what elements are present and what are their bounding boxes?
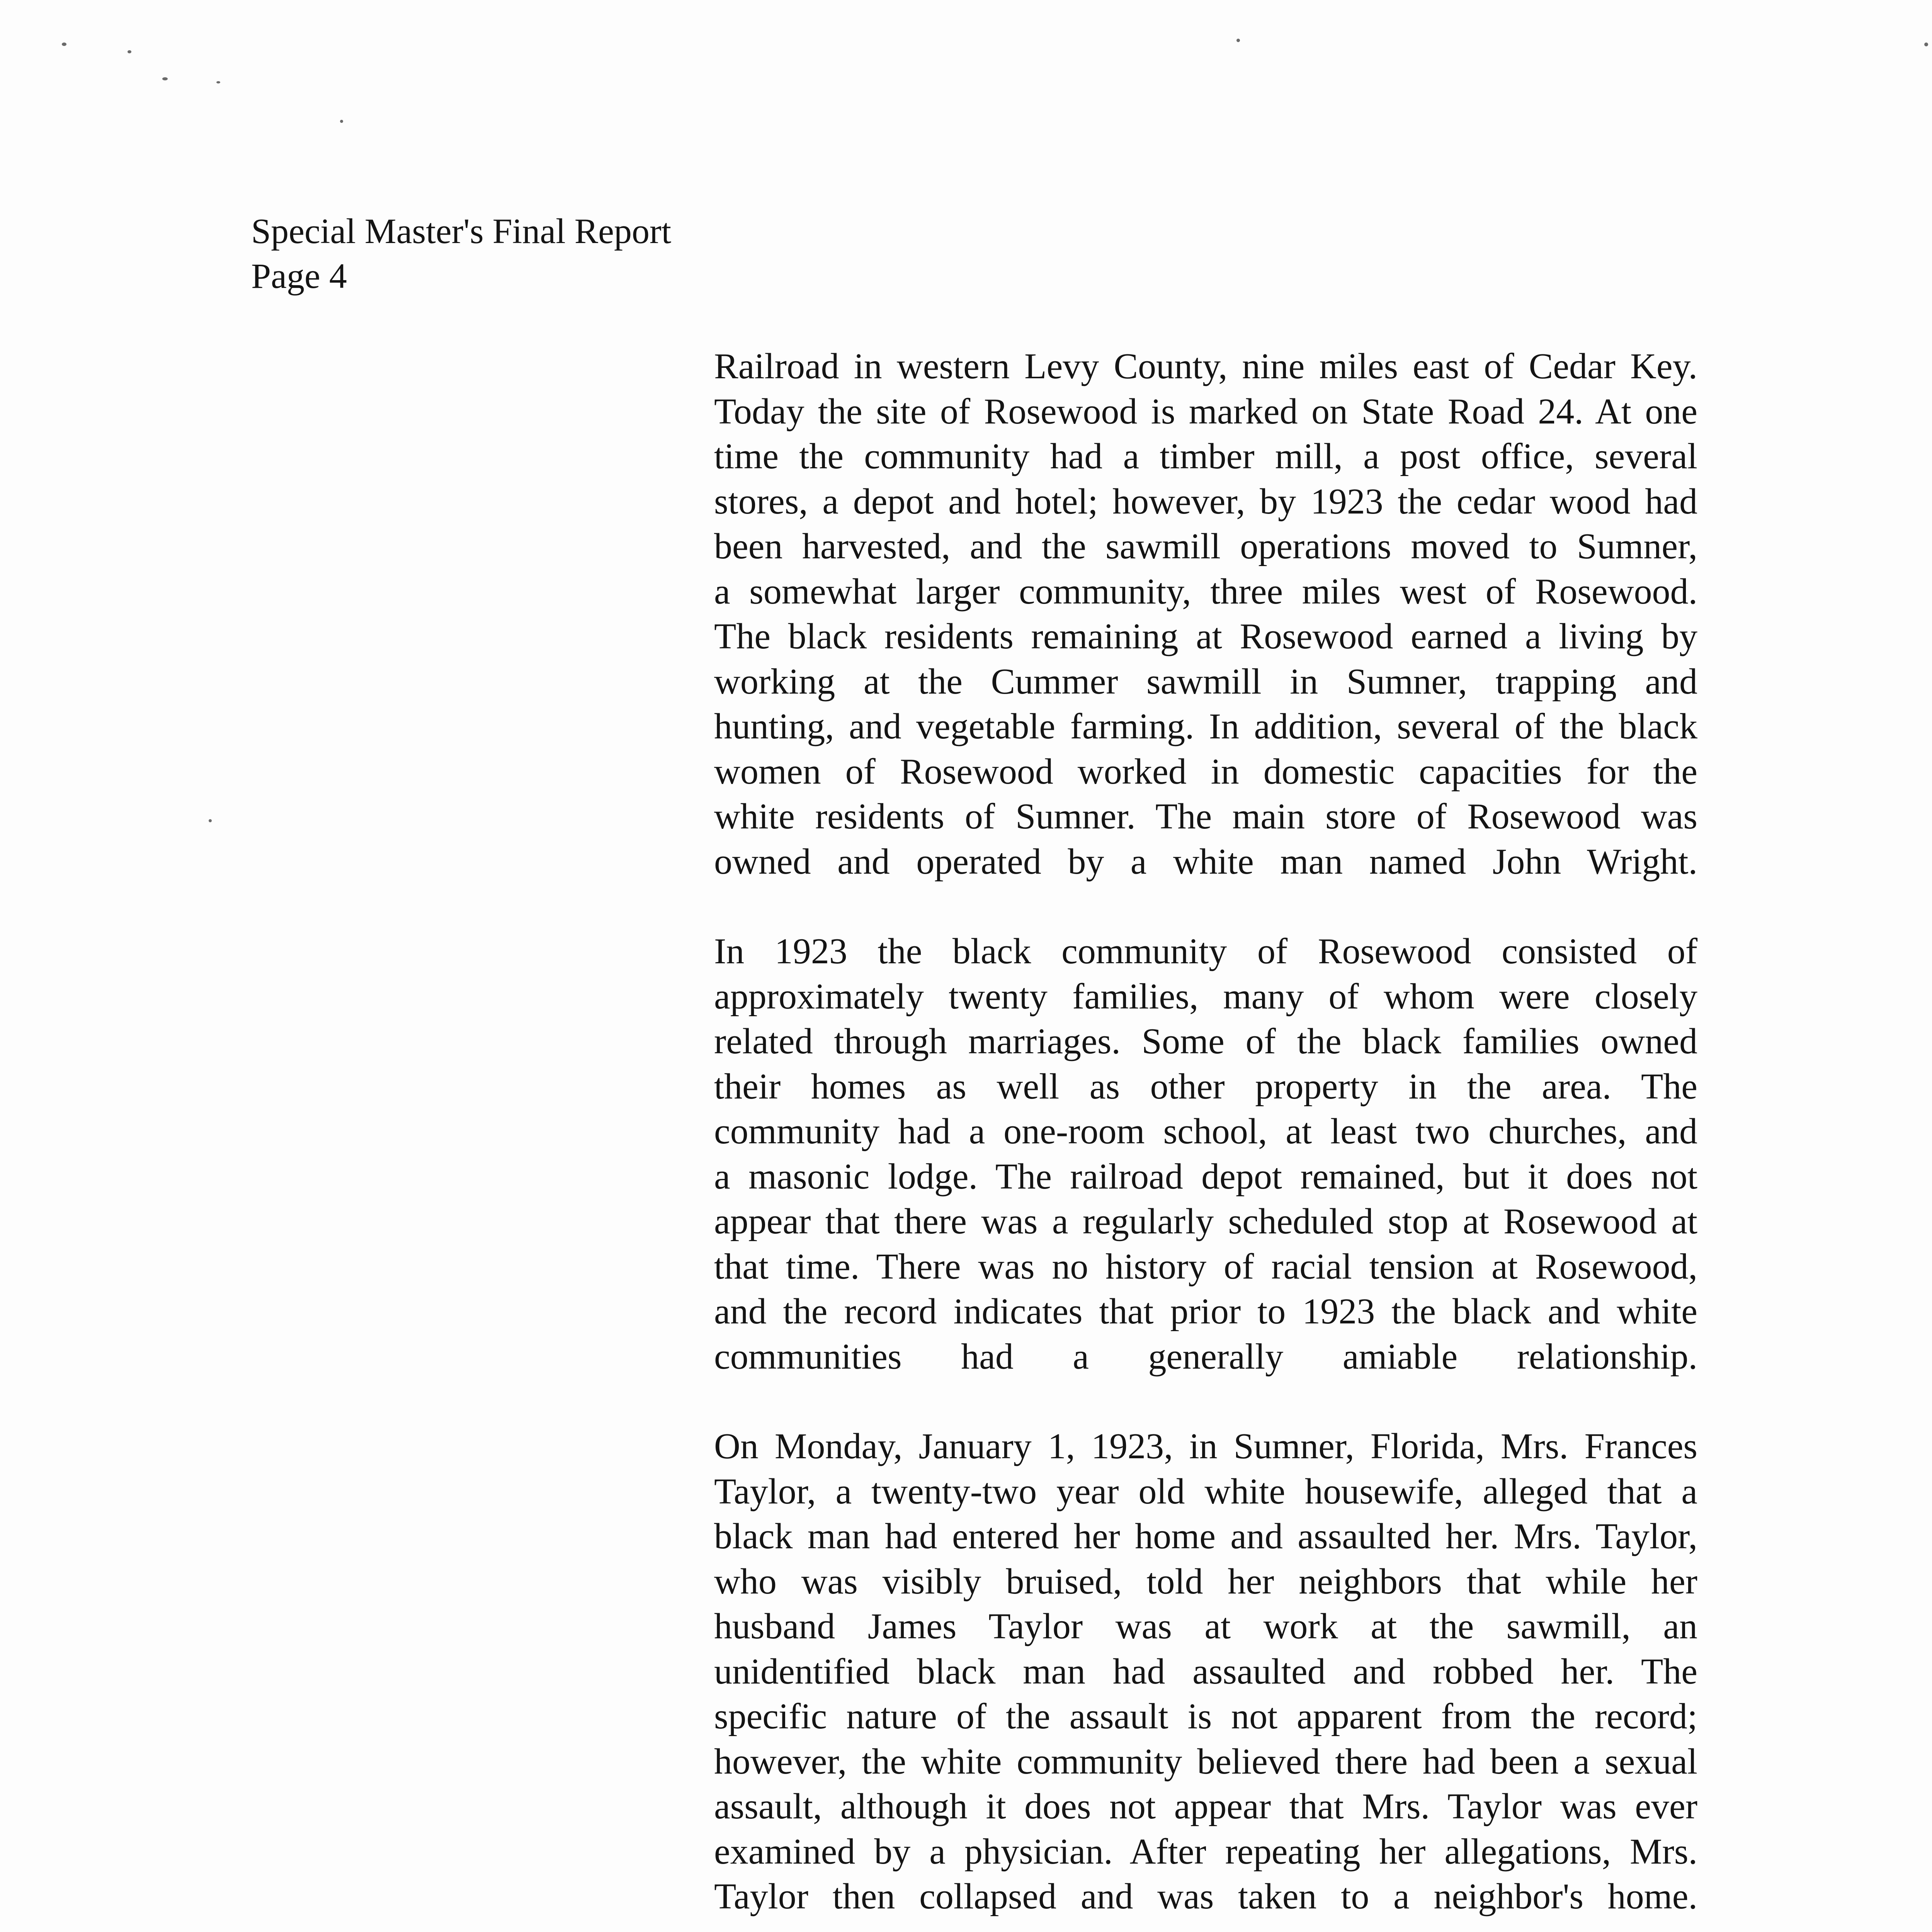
- text-line: appear that there was a regularly scheduled stop at Rosewood at: [714, 1201, 1697, 1242]
- text-line: specific nature of the assault is not apparent from the record;: [714, 1696, 1697, 1736]
- text-line: that time. There was no history of racial tension at Rosewood,: [714, 1246, 1697, 1287]
- scan-speck: [1236, 39, 1240, 42]
- running-header: [251, 209, 671, 298]
- body-text: [714, 344, 1697, 1932]
- text-line: approximately twenty families, many of whom were closely: [714, 976, 1697, 1017]
- text-line: been harvested, and the sawmill operations moved to Sumner,: [714, 526, 1697, 566]
- text-line: black man had entered her home and assaulted her. Mrs. Taylor,: [714, 1516, 1697, 1556]
- text-line: related through marriages. Some of the black families owned: [714, 1021, 1697, 1061]
- scan-speck: [1924, 43, 1928, 46]
- text-line: On Monday, January 1, 1923, in Sumner, Florida, Mrs. Frances: [714, 1426, 1697, 1466]
- text-line: Railroad in western Levy County, nine miles east of Cedar Key.: [714, 346, 1697, 386]
- text-line: their homes as well as other property in the area. The: [714, 1066, 1697, 1107]
- text-line: Taylor then collapsed and was taken to a neighbor's home.: [714, 1876, 1697, 1917]
- text-line: Today the site of Rosewood is marked on State Road 24. At one: [714, 391, 1697, 432]
- paragraph: [714, 344, 1697, 884]
- text-line: working at the Cummer sawmill in Sumner, trapping and: [714, 661, 1697, 702]
- text-line: a masonic lodge. The railroad depot remained, but it does not: [714, 1156, 1697, 1197]
- text-line: unidentified black man had assaulted and robbed her. The: [714, 1651, 1697, 1692]
- text-line: The black residents remaining at Rosewood earned a living by: [714, 616, 1697, 656]
- text-line: Taylor, a twenty-two year old white housewife, alleged that a: [714, 1471, 1697, 1512]
- text-line: and the record indicates that prior to 1923 the black and white: [714, 1291, 1697, 1332]
- text-line: communities had a generally amiable relationship.: [714, 1336, 1697, 1377]
- scan-speck: [62, 43, 66, 46]
- scan-speck: [216, 81, 220, 83]
- text-line: however, the white community believed there had been a sexual: [714, 1741, 1697, 1782]
- text-line: a somewhat larger community, three miles west of Rosewood.: [714, 571, 1697, 612]
- scan-speck: [128, 50, 131, 53]
- scan-speck: [162, 77, 168, 80]
- text-line: owned and operated by a white man named John Wright.: [714, 841, 1697, 882]
- text-line: women of Rosewood worked in domestic capacities for the: [714, 751, 1697, 792]
- paragraph: [714, 1424, 1697, 1919]
- text-line: who was visibly bruised, told her neighbors that while her: [714, 1561, 1697, 1602]
- text-line: time the community had a timber mill, a post office, several: [714, 436, 1697, 476]
- text-line: In 1923 the black community of Rosewood consisted of: [714, 931, 1697, 971]
- paragraph: [714, 929, 1697, 1379]
- scan-speck: [209, 819, 212, 822]
- text-line: examined by a physician. After repeating her allegations, Mrs.: [714, 1831, 1697, 1872]
- text-line: hunting, and vegetable farming. In addition, several of the black: [714, 706, 1697, 747]
- report-title: Special Master's Final Report: [251, 211, 672, 251]
- text-line: assault, although it does not appear that Mrs. Taylor was ever: [714, 1786, 1697, 1827]
- scan-speck: [340, 120, 343, 123]
- text-line: stores, a depot and hotel; however, by 1923 the cedar wood had: [714, 481, 1697, 522]
- text-line: community had a one-room school, at least two churches, and: [714, 1111, 1697, 1151]
- page-number: Page 4: [251, 256, 347, 296]
- text-line: husband James Taylor was at work at the sawmill, an: [714, 1606, 1697, 1646]
- text-line: white residents of Sumner. The main store of Rosewood was: [714, 796, 1697, 837]
